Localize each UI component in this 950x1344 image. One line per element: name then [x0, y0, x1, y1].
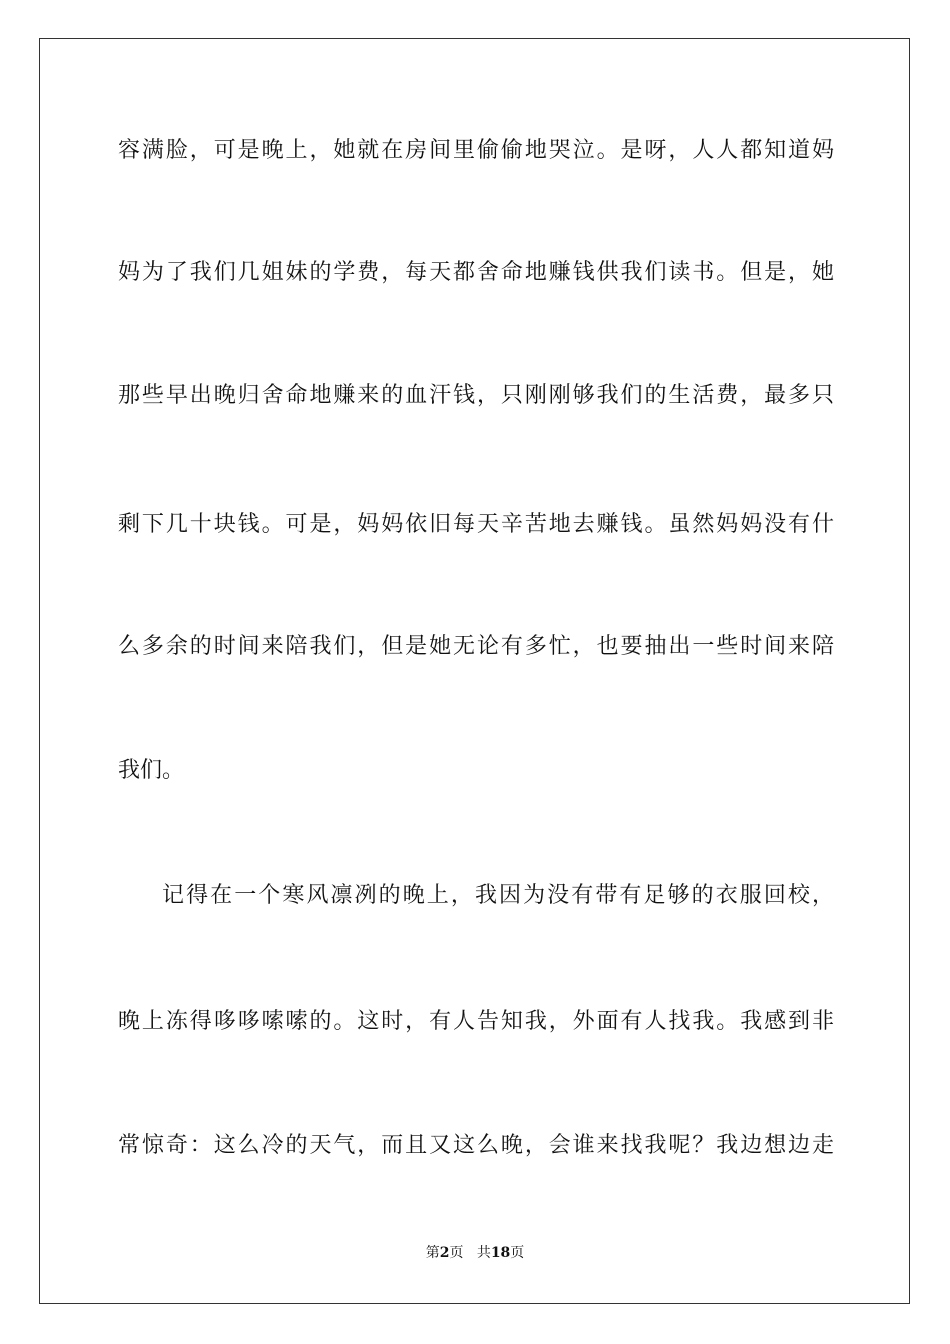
page-suffix: 页: [449, 1245, 464, 1261]
text-line-3: 那些早出晚归舍命地赚来的血汗钱，只刚刚够我们的生活费，最多只: [118, 383, 834, 408]
text-line-1: 容满脸，可是晚上，她就在房间里偷偷地哭泣。是呀，人人都知道妈: [118, 138, 834, 163]
total-pages: 18: [490, 1245, 511, 1261]
total-prefix: 共: [476, 1245, 491, 1261]
text-line-4: 剩下几十块钱。可是，妈妈依旧每天辛苦地去赚钱。虽然妈妈没有什: [118, 512, 834, 537]
page-number: 2: [439, 1245, 450, 1261]
page-prefix: 第: [425, 1245, 440, 1261]
total-suffix: 页: [510, 1245, 525, 1261]
text-line-9: 常惊奇：这么冷的天气，而且又这么晚，会谁来找我呢？我边想边走: [118, 1133, 834, 1158]
text-line-6: 我们。: [118, 758, 185, 783]
text-line-2: 妈为了我们几姐妹的学费，每天都舍命地赚钱供我们读书。但是，她: [118, 260, 834, 285]
text-line-8: 晚上冻得哆哆嗦嗦的。这时，有人告知我，外面有人找我。我感到非: [118, 1009, 834, 1034]
text-line-7: 记得在一个寒风凛冽的晚上，我因为没有带有足够的衣服回校，: [162, 883, 834, 908]
page-footer: [0, 1244, 950, 1262]
page-border: [39, 38, 910, 1304]
text-line-5: 么多余的时间来陪我们，但是她无论有多忙，也要抽出一些时间来陪: [118, 634, 834, 659]
